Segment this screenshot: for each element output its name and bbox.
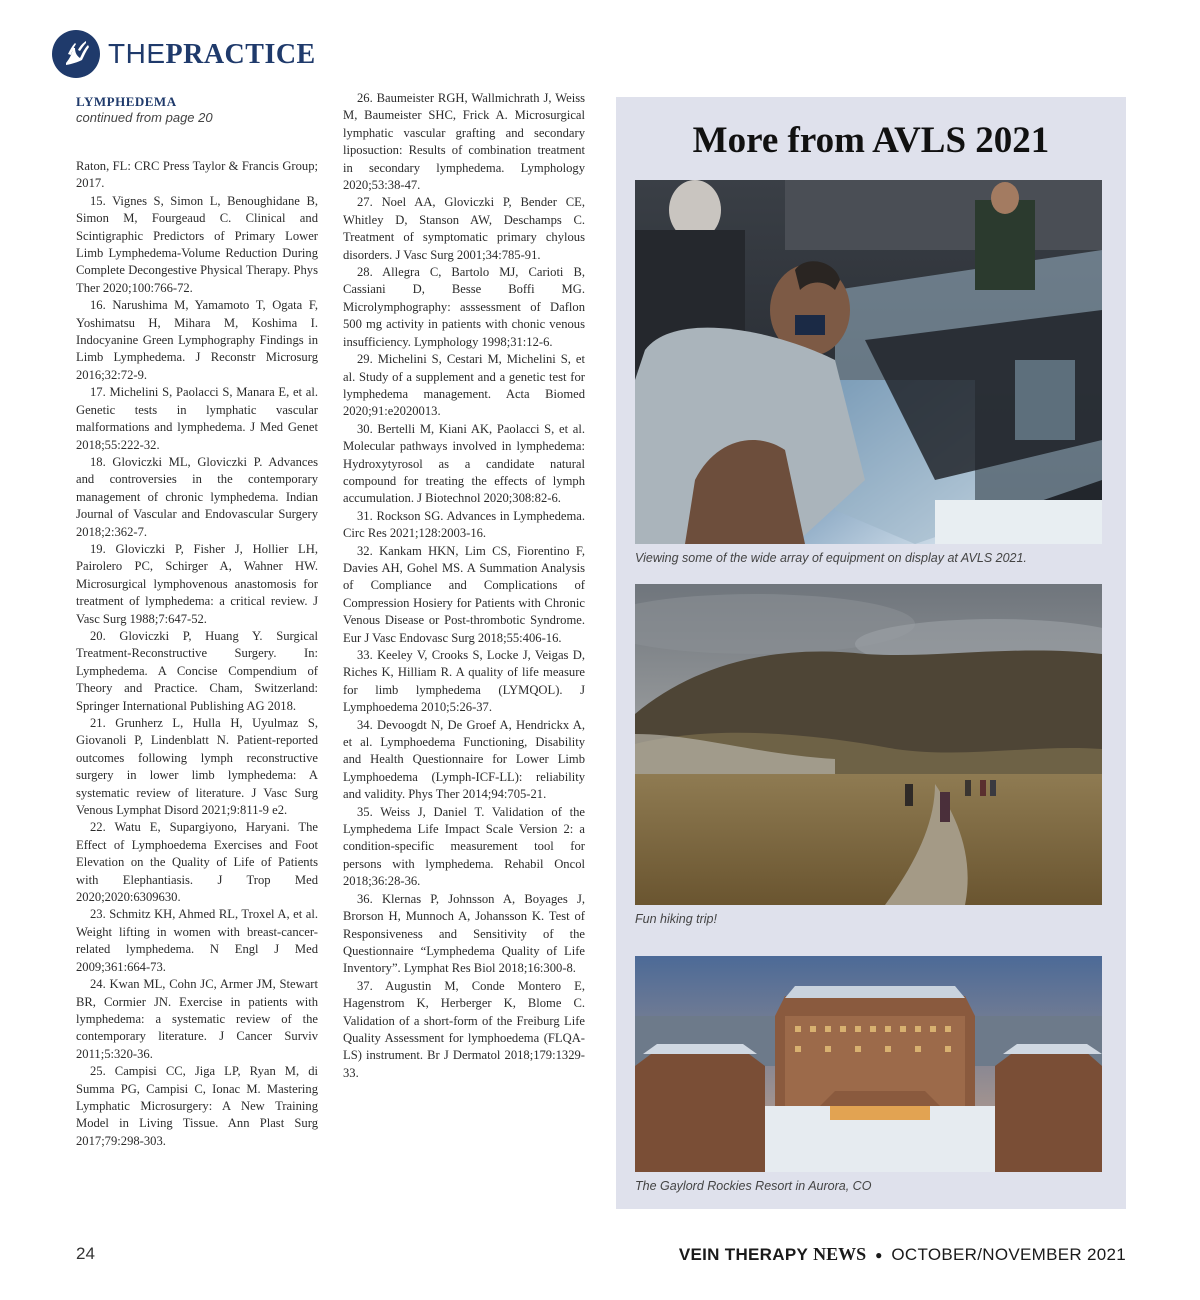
reference-item: 28. Allegra C, Bartolo MJ, Carioti B, Cassiani D, Besse Boffi MG. Microlymphography: asssessment of Daflon 500 mg activity in patients with chonic venous insufficiency. Lymphology 1998;31:12-6. [343,265,585,349]
reference-item: 22. Watu E, Supargiyono, Haryani. The Effect of Lymphoedema Exercises and Foot Elevation on the Quality of Life of Patients with Elephantiasis. J Trop Med 2020;2020:6309630. [76,820,318,905]
reference-item: Raton, FL: CRC Press Taylor & Francis Group; 2017. [76,159,318,191]
reference-item: 19. Gloviczki P, Fisher J, Hollier LH, Pairolero PC, Schirger A, Wahner HW. Microsurgical lymphovenous anastomosis for treatment of lymphedema: a critical review. J Vasc Surg 1988;7:647-52. [76,541,318,626]
reference-item: 16. Narushima M, Yamamoto T, Ogata F, Yoshimatsu H, Mihara M, Koshima I. Indocyanine Green Lymphography Findings in Limb Lymphedema. J Reconstr Microsurg 2016;32:72-9. [76,298,318,382]
hiking-trail-photo [635,584,1102,905]
page-number: 24 [76,1244,95,1263]
photo-sidebar [616,97,1126,1209]
reference-item: 17. Michelini S, Paolacci S, Manara E, et al. Genetic tests in lymphatic vascular malformations and lymphedema. J Med Genet 2018;55:222-32. [76,385,318,452]
reference-item: 33. Keeley V, Crooks S, Locke J, Veigas D, Riches K, Hilliam R. A quality of life measure for limb lymphedema (LYMQOL). J Lymphoedema 2010;5:26-37. [343,648,585,715]
reference-item: 26. Baumeister RGH, Wallmichrath J, Weiss M, Baumeister SHC, Frick A. Microsurgical lymphatic vascular grafting and secondary liposuction: Results of combination treatment in secondary lymphedema. Lymphology 2020;53:38-47. [343,91,585,193]
continued-note: continued from page 20 [76,110,213,125]
reference-item: 32. Kankam HKN, Lim CS, Fiorentino F, Davies AH, Gohel MS. A Summation Analysis of Compliance and Complications of Compression Hosiery for Patients with Chronic Venous Disease or Post-thrombotic Syndrome. Eur J Vasc Endovasc Surg 2018;55:406-16. [343,543,585,645]
reference-item: 24. Kwan ML, Cohn JC, Armer JM, Stewart BR, Cormier JN. Exercise in patients with lymphedema: a systematic review of the contemporary literature. J Cancer Surviv 2011;5:320-36. [76,977,318,1061]
references-column-2 [343,90,585,1082]
reference-item: 21. Grunherz L, Hulla H, Uyulmaz S, Giovanoli P, Lindenblatt N. Patient-reported outcomes following lymph reconstructive surgery in lower limb lymphedema: A systematic review of literature. J Vasc Surg Venous Lymphat Disord 2021;9:811-9 e2. [76,716,318,818]
bullet-icon: ● [875,1247,883,1262]
hand-leaf-icon [52,30,100,78]
publication-name-accent: NEWS [813,1244,867,1264]
publication-footer [679,1244,1126,1265]
reference-item: 29. Michelini S, Cestari M, Michelini S, et al. Study of a supplement and a genetic test for lymphedema management. Acta Biomed 2020;91:e2020013. [343,352,585,419]
reference-item: 34. Devoogdt N, De Groef A, Hendrickx A, et al. Lymphoedema Functioning, Disability and Health Questionnaire for Lower Limb Lymphoedema (Lymph-ICF-LL): reliability and validity. Phys Ther 2014;94:705-21. [343,717,585,802]
reference-item: 15. Vignes S, Simon L, Benoughidane B, Simon M, Fourgeaud C. Clinical and Scintigraphic Predictors of Primary Lower Limb Lymphedema-Volume Reduction During Complete Decongestive Physical Therapy. Phys Ther 2020;100:766-72. [76,193,318,295]
resort-photo [635,956,1102,1172]
photo-caption: The Gaylord Rockies Resort in Aurora, CO [635,1179,872,1193]
reference-item: 30. Bertelli M, Kiani AK, Paolacci S, et al. Molecular pathways involved in lymphedema: Hydroxytyrosol as a candidate natural compound for treating the effects of lymph accumulation. J Biotechnol 2020;308:82-6. [343,421,585,506]
reference-item: 25. Campisi CC, Jiga LP, Ryan M, di Summa PG, Campisi C, Ionac M. Mastering Lymphatic Microsurgery: A New Training Model in Living Tissue. Ann Plast Surg 2017;79:298-303. [76,1064,318,1148]
sidebar-title: More from AVLS 2021 [692,120,1050,161]
reference-item: 18. Gloviczki ML, Gloviczki P. Advances and controversies in the contemporary management of chronic lymphedema. Indian Journal of Vascular and Endovascular Surgery 2018;2:362-7. [76,454,318,539]
section-header-title: THEPRACTICE [108,37,316,70]
publication-name: VEIN THERAPY [678,1244,809,1264]
issue-date: OCTOBER/NOVEMBER 2021 [891,1244,1126,1264]
reference-item: 27. Noel AA, Gloviczki P, Bender CE, Whitley D, Stanson AW, Deschamps C. Treatment of symptomatic primary chylous disorders. J Vasc Surg 2001;34:785-91. [343,195,585,262]
reference-item: 35. Weiss J, Daniel T. Validation of the Lymphedema Life Impact Scale Version 2: a condition-specific measurement tool for persons with lymphedema. Rehabil Oncol 2018;36:28-36. [343,804,585,889]
reference-item: 31. Rockson SG. Advances in Lymphedema. Circ Res 2021;128:2003-16. [343,508,585,541]
section-label: LYMPHEDEMA [76,94,177,109]
reference-item: 20. Gloviczki P, Huang Y. Surgical Treatment-Reconstructive Surgery. In: Lymphedema. A Concise Compendium of Theory and Practice. Cham, Switzerland: Springer International Publishing AG 2018. [76,628,318,713]
exhibit-hall-photo [635,180,1102,544]
references-column-1 [76,158,318,1150]
masthead [52,28,316,80]
photo-caption: Fun hiking trip! [635,912,717,926]
reference-item: 23. Schmitz KH, Ahmed RL, Troxel A, et al. Weight lifting in women with breast-cancer-related lymphedema. N Engl J Med 2009;361:664-73. [76,907,318,974]
reference-item: 37. Augustin M, Conde Montero E, Hagenstrom K, Herberger K, Blome C. Validation of a short-form of the Freiburg Life Quality Assessment for lymphoedema (FLQA-LS) instrument. Br J Dermatol 2018;179:1329-33. [343,978,585,1080]
photo-caption: Viewing some of the wide array of equipment on display at AVLS 2021. [635,551,1027,565]
reference-item: 36. Klernas P, Johnsson A, Boyages J, Brorson H, Munnoch A, Johansson K. Test of Responsiveness and Sensitivity of the Questionnaire “Lymphedema Quality of Life Inventory”. Lymphat Res Biol 2018;16:300-8. [343,891,585,976]
